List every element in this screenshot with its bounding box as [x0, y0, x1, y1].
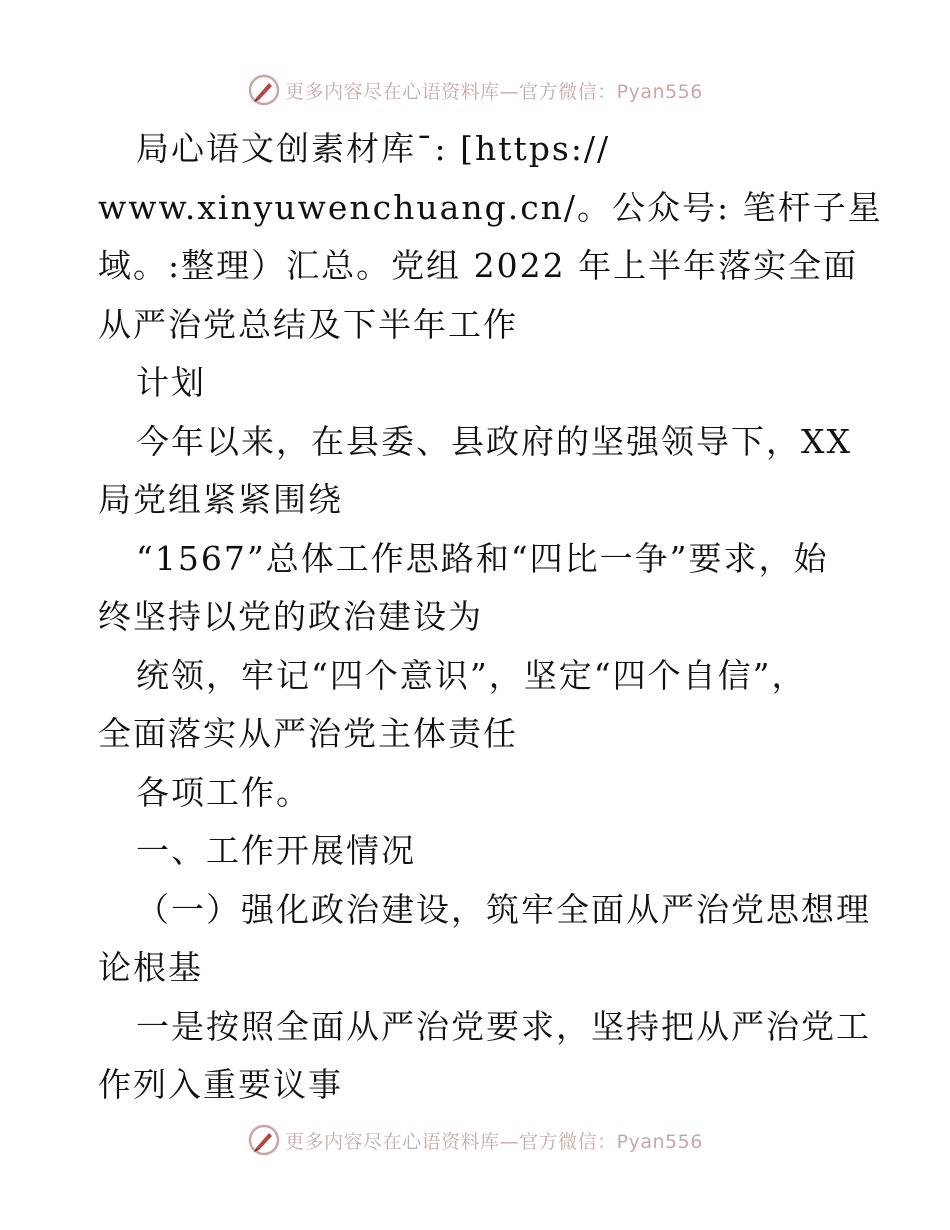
text-line: “1567”总体工作思路和“四比一争”要求，始 — [136, 538, 829, 578]
text-line: www.xinyuwenchuang.cn/。公众号: 笔杆子星 — [98, 187, 883, 227]
text-line: 各项工作。 — [136, 772, 311, 812]
text-line: 作列入重要议事 — [98, 1065, 343, 1104]
text-line: 域。:整理）汇总。党组 2022 年上半年落实全面 — [98, 246, 859, 285]
text-line: 局心语文创素材库¯: [https:// — [136, 129, 611, 168]
text-line: 一、工作开展情况 — [136, 831, 416, 870]
pen-logo-icon — [247, 1123, 281, 1157]
text-line: 计划 — [136, 363, 206, 402]
text-line: 终坚持以党的政治建设为 — [98, 597, 483, 636]
text-line: 一是按照全面从严治党要求，坚持把从严治党工 — [136, 1006, 871, 1046]
text-line: 全面落实从严治党主体责任 — [98, 714, 518, 753]
pen-logo-icon — [247, 73, 281, 107]
watermark-text: 更多内容尽在心语资料库—官方微信：Pyan556 — [285, 80, 703, 103]
text-line: 今年以来，在县委、县政府的坚强领导下，XX — [136, 421, 852, 461]
text-line: 论根基 — [98, 948, 203, 987]
header-watermark — [0, 72, 950, 108]
document-body — [98, 120, 883, 1115]
text-line: 从严治党总结及下半年工作 — [98, 304, 518, 344]
text-line: （一）强化政治建设，筑牢全面从严治党思想理 — [136, 889, 871, 929]
watermark-text: 更多内容尽在心语资料库—官方微信：Pyan556 — [285, 1130, 703, 1153]
footer-watermark — [0, 1122, 950, 1158]
text-line: 局党组紧紧围绕 — [98, 480, 343, 519]
text-line: 统领，牢记“四个意识”，坚定“四个自信”， — [136, 655, 807, 695]
